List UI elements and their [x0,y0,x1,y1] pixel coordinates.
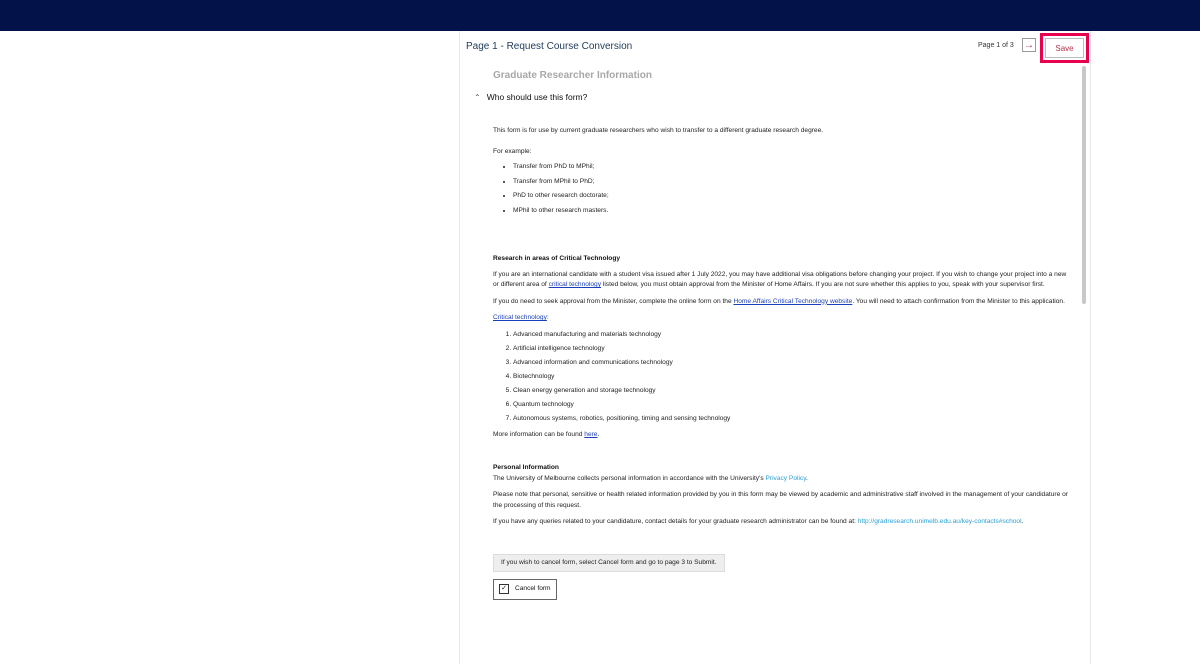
cancel-form-label: Cancel form [515,585,551,593]
critical-tech-paragraph-1: If you are an international candidate with a student visa issued after 1 July 2022, you may have additional visa obligations before changing your project. If you wish to change your project into a new or different area of critical technology listed below, you must obtain approval from the Minister of Home Affairs. If you are not sure whether this applies to you, speak with your supervisor first. [493,270,1067,288]
save-button-highlight [1040,33,1089,63]
intro-text: This form is for use by current graduate researchers who wish to transfer to a different graduate research degree. [493,127,824,134]
key-contacts-link[interactable]: http://gradresearch.unimelb.edu.au/key-contacts#school [857,518,1022,526]
list-item: 3. Advanced information and communications technology [513,358,1071,369]
list-item: • MPhil to other research masters. [513,206,1071,217]
list-item: 5. Clean energy generation and storage technology [513,386,1071,397]
more-info-text: More information can be found here. [493,430,600,438]
critical-tech-list [493,330,1071,425]
critical-tech-paragraph-2: If you do need to seek approval from the Minister, complete the online form on the Home Affairs Critical Technology website. You will need to attach confirmation from the Minister to this application. [493,297,1065,305]
accordion-who-should-use[interactable] [474,92,587,102]
list-item: 1. Advanced manufacturing and materials technology [513,330,1071,341]
list-item: 7. Autonomous systems, robotics, positioning, timing and sensing technology [513,414,1071,425]
example-label: For example: [493,147,532,155]
privacy-policy-link[interactable]: Privacy Policy [765,474,807,482]
next-page-button[interactable] [1022,38,1036,52]
critical-technology-link[interactable]: critical technology [548,281,602,288]
examples-list [493,162,1071,216]
personal-info-paragraph-3: If you have any queries related to your candidature, contact details for your graduate research administrator can be found at: http://gradresearch.unimelb.edu.au/key-contacts#school. [493,518,1024,526]
list-item: 6. Quantum technology [513,400,1071,411]
top-banner [0,0,1200,31]
critical-tech-heading: Research in areas of Critical Technology [493,255,621,262]
personal-info-heading: Personal Information [493,464,559,472]
cancel-form-checkbox[interactable] [493,579,557,600]
form-content [493,126,1071,600]
chevron-up-icon: ⌃ [474,93,481,102]
personal-info-paragraph-2: Please note that personal, sensitive or health related information provided by you in this form may be viewed by academic and administrative staff involved in the management of your candidature or the processing of this request. [493,491,1068,509]
list-item: • Transfer from PhD to MPhil; [513,162,1071,173]
more-info-link[interactable]: here [584,430,598,438]
list-item: • Transfer from MPhil to PhD; [513,177,1071,188]
list-item: 2. Artificial intelligence technology [513,344,1071,355]
critical-technology-list-link[interactable]: Critical technology [493,314,547,321]
accordion-label: Who should use this form? [486,92,588,102]
personal-info-paragraph-1: The University of Melbourne collects personal information in accordance with the University's Privacy Policy. [493,474,808,482]
page-title: Page 1 - Request Course Conversion [466,41,633,52]
critical-tech-list-label: Critical technology: [493,314,549,321]
list-item: 4. Biotechnology [513,372,1071,383]
home-affairs-link[interactable]: Home Affairs Critical Technology website [733,297,853,305]
page-counter: Page 1 of 3 [978,42,1014,49]
section-heading: Graduate Researcher Information [493,70,652,81]
arrow-right-icon: → [1024,39,1034,51]
checkmark-icon: ✓ [499,584,509,594]
cancel-form-note: If you wish to cancel form, select Cancel form and go to page 3 to Submit. [493,554,725,573]
save-button[interactable]: Save [1045,38,1084,58]
scrollbar-thumb[interactable] [1082,66,1086,304]
list-item: • PhD to other research doctorate; [513,191,1071,202]
